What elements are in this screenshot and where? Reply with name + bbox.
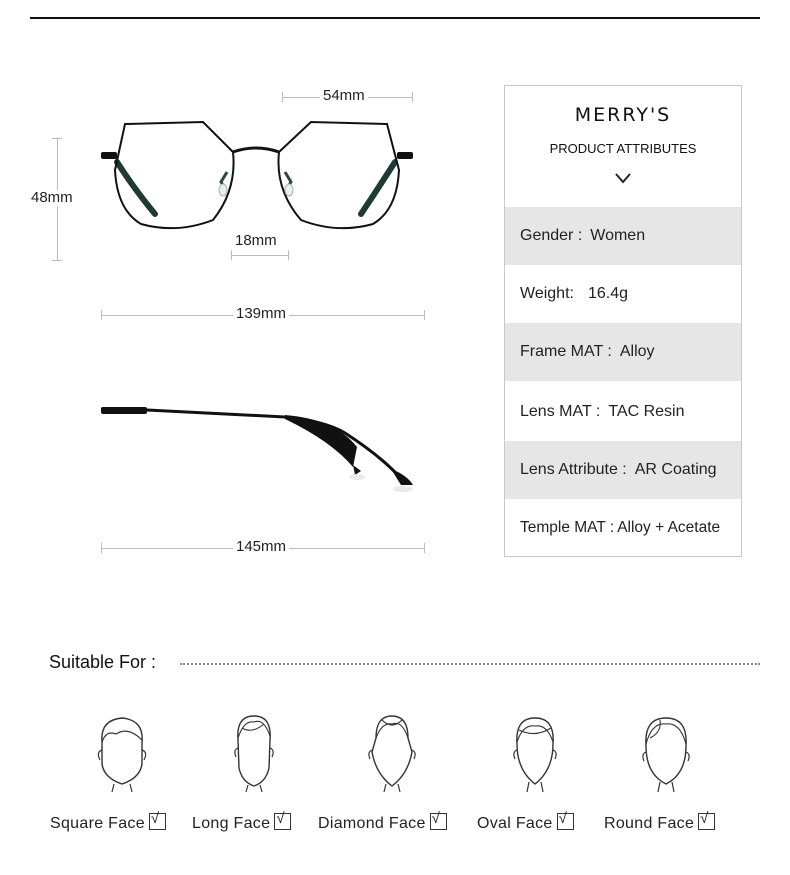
checkbox-icon: √ [274, 813, 291, 830]
temple-length-tick-right [424, 543, 425, 553]
face-option-oval [477, 810, 574, 833]
lens-width-tick-right [412, 92, 413, 102]
lens-height-label: 48mm [28, 190, 76, 206]
glasses-side-view [95, 395, 420, 500]
lens-height-tick-top [52, 138, 62, 139]
attr-key: Gender : [520, 227, 583, 244]
frame-width-label: 139mm [233, 306, 289, 322]
square-face-icon [92, 712, 152, 792]
attr-key: Lens Attribute : [520, 461, 627, 478]
face-option-diamond [318, 810, 447, 833]
lens-width-label: 54mm [320, 88, 368, 104]
glasses-front-view [95, 110, 420, 240]
checkbox-icon: √ [557, 813, 574, 830]
oval-face-icon [505, 712, 565, 792]
checkbox-icon: √ [698, 813, 715, 830]
face-option-square [50, 810, 166, 833]
face-option-round [604, 810, 715, 833]
attr-key: Frame MAT : [520, 343, 612, 360]
suitable-for-label: Suitable For : [49, 652, 157, 672]
chevron-down-icon [615, 172, 631, 184]
frame-width-tick-left [101, 310, 102, 320]
product-attributes-panel [504, 85, 742, 557]
face-label-text: Diamond Face [318, 815, 426, 832]
lens-width-tick-left [282, 92, 283, 102]
attr-key: Lens MAT : [520, 403, 601, 420]
attr-row-lens-mat [505, 383, 741, 441]
lens-height-tick-bottom [52, 260, 62, 261]
checkbox-icon: √ [149, 813, 166, 830]
attr-value: 16.4g [587, 285, 628, 302]
face-label-text: Square Face [50, 815, 145, 832]
temple-length-tick-left [101, 543, 102, 553]
attr-row-temple-mat [505, 499, 741, 557]
checkbox-icon: √ [430, 813, 447, 830]
bridge-tick-right [288, 250, 289, 260]
attr-value: Alloy + Acetate [617, 519, 721, 536]
face-option-long [192, 810, 291, 833]
bridge-tick-left [231, 250, 232, 260]
round-face-icon [636, 712, 696, 792]
attr-key: Weight: [520, 285, 574, 302]
frame-width-tick-right [424, 310, 425, 320]
face-label-text: Long Face [192, 815, 271, 832]
face-label-text: Round Face [604, 815, 695, 832]
bridge-line [231, 255, 289, 256]
dotted-divider [180, 663, 760, 665]
attr-row-frame-mat [505, 323, 741, 381]
temple-length-label: 145mm [233, 539, 289, 555]
attr-value: Women [590, 227, 646, 244]
attr-row-lens-attribute [505, 441, 741, 499]
long-face-icon [224, 712, 284, 792]
top-rule [30, 17, 760, 19]
attr-row-weight [505, 265, 741, 323]
bridge-label: 18mm [232, 233, 280, 249]
attr-value: TAC Resin [608, 403, 685, 420]
brand-logo: MERRY'S [574, 104, 672, 126]
attr-key: Temple MAT : [520, 519, 615, 536]
diamond-face-icon [362, 712, 422, 792]
attr-row-gender [505, 207, 741, 265]
attr-value: AR Coating [634, 461, 717, 478]
attributes-title: PRODUCT ATTRIBUTES [549, 141, 697, 156]
face-label-text: Oval Face [477, 815, 553, 832]
attr-value: Alloy [619, 343, 655, 360]
